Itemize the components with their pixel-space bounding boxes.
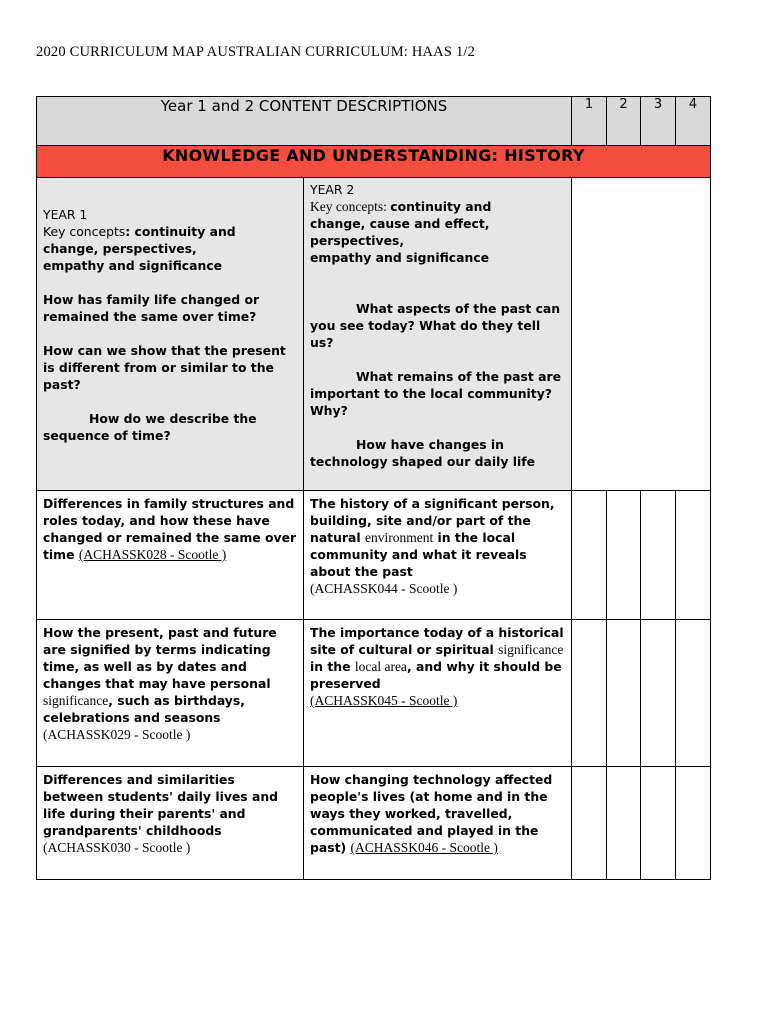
row3-year2-cell — [304, 767, 572, 880]
row2-year2-text-c: in the — [310, 659, 355, 674]
row1-year2-cell — [304, 491, 572, 620]
row1-term-1-cell[interactable] — [572, 491, 607, 620]
row1-term-3-cell[interactable] — [641, 491, 676, 620]
row2-year1-text-a: How the present, past and future are signified by terms indicating time, as well as by dates and changes that may have personal — [43, 625, 277, 691]
table-row — [37, 767, 711, 880]
year1-question-2: How can we show that the present is different from or similar to the past? — [43, 343, 286, 392]
year1-concepts-line1: continuity and — [130, 224, 236, 239]
document-title: 2020 CURRICULUM MAP AUSTRALIAN CURRICULUM: HAAS 1/2 — [36, 44, 476, 60]
row3-year1-code: (ACHASSK030 - Scootle ) — [43, 840, 191, 855]
year2-concepts-line4: empathy and significance — [310, 250, 490, 265]
year1-question-3: How do we describe the sequence of time? — [43, 411, 257, 443]
term-4-header: 4 — [676, 97, 711, 146]
year2-question-2: What remains of the past are important to the local community? Why? — [310, 369, 562, 418]
year2-question-3: How have changes in technology shaped our daily life — [310, 437, 536, 469]
key-concepts-row — [37, 178, 711, 491]
row1-year2-text-c: in the local community and what it reveals about the past — [310, 530, 527, 579]
row3-term-4-cell[interactable] — [676, 767, 711, 880]
year1-question-1: How has family life changed or remained the same over time? — [43, 292, 260, 324]
row1-year1-text: Differences in family structures and roles today, and how these have changed or remained the same over time — [43, 496, 297, 562]
row1-term-2-cell[interactable] — [607, 491, 641, 620]
year2-cell — [304, 178, 572, 491]
row3-year1-cell — [37, 767, 304, 880]
row3-term-3-cell[interactable] — [641, 767, 676, 880]
year2-concepts-line1: continuity and — [390, 199, 492, 214]
row2-term-2-cell[interactable] — [607, 620, 641, 767]
year2-concepts-label: Key concepts: — [310, 199, 391, 214]
row1-year2-text-b: environment — [364, 530, 434, 545]
row3-year2-text: How changing technology affected people's lives (at home and in the ways they worked, travelled, communicated and played in the past) — [310, 772, 553, 855]
row3-term-1-cell[interactable] — [572, 767, 607, 880]
year1-concepts-line2: change, perspectives, — [43, 241, 197, 256]
row2-term-1-cell[interactable] — [572, 620, 607, 767]
table-row — [37, 491, 711, 620]
year2-question-1: What aspects of the past can you see today? What do they tell us? — [310, 301, 561, 350]
table-row — [37, 620, 711, 767]
year2-concepts-line3: perspectives, — [310, 233, 405, 248]
year1-cell — [37, 178, 304, 491]
year1-concepts-colon: : — [125, 224, 131, 239]
year1-heading: YEAR 1 — [43, 207, 88, 222]
term-1-header: 1 — [572, 97, 607, 146]
term-2-header: 2 — [607, 97, 641, 146]
row1-term-4-cell[interactable] — [676, 491, 711, 620]
terms-blank-cell — [572, 178, 711, 491]
row1-year2-code: (ACHASSK044 - Scootle ) — [310, 581, 458, 596]
curriculum-table — [36, 96, 711, 880]
section-heading: KNOWLEDGE AND UNDERSTANDING: HISTORY — [37, 146, 711, 178]
row2-year2-text-a: The importance today of a historical site of cultural or spiritual — [310, 625, 564, 657]
year2-heading: YEAR 2 — [310, 182, 355, 197]
row3-term-2-cell[interactable] — [607, 767, 641, 880]
row3-year1-text: Differences and similarities between students' daily lives and life during their parents' and grandparents' childhoods — [43, 772, 279, 838]
row2-year2-text-d: local area — [354, 659, 407, 674]
header-title: Year 1 and 2 CONTENT DESCRIPTIONS — [37, 97, 572, 146]
row2-term-4-cell[interactable] — [676, 620, 711, 767]
row2-year2-code-link[interactable]: (ACHASSK045 - Scootle ) — [310, 693, 458, 708]
row1-year1-cell — [37, 491, 304, 620]
row2-year1-cell — [37, 620, 304, 767]
row2-term-3-cell[interactable] — [641, 620, 676, 767]
year1-concepts-label: Key concepts — [43, 224, 126, 239]
year2-concepts-line2: change, cause and effect, — [310, 216, 490, 231]
row1-year1-code-link[interactable]: (ACHASSK028 - Scootle ) — [78, 547, 227, 562]
row2-year1-code: (ACHASSK029 - Scootle ) — [43, 727, 191, 742]
row2-year2-cell — [304, 620, 572, 767]
row2-year1-text-b: significance — [43, 693, 109, 708]
row2-year2-text-e: , and why it should be preserved — [310, 659, 562, 691]
section-row — [37, 146, 711, 178]
row2-year2-text-b: significance — [498, 642, 564, 657]
row3-year2-code-link[interactable]: (ACHASSK046 - Scootle ) — [350, 840, 498, 855]
row1-year2-text-a: The history of a significant person, building, site and/or part of the natural — [310, 496, 555, 545]
row2-year1-text-c: , such as birthdays, celebrations and seasons — [43, 693, 245, 725]
header-row — [37, 97, 711, 146]
term-3-header: 3 — [641, 97, 676, 146]
year1-concepts-line3: empathy and significance — [43, 258, 223, 273]
